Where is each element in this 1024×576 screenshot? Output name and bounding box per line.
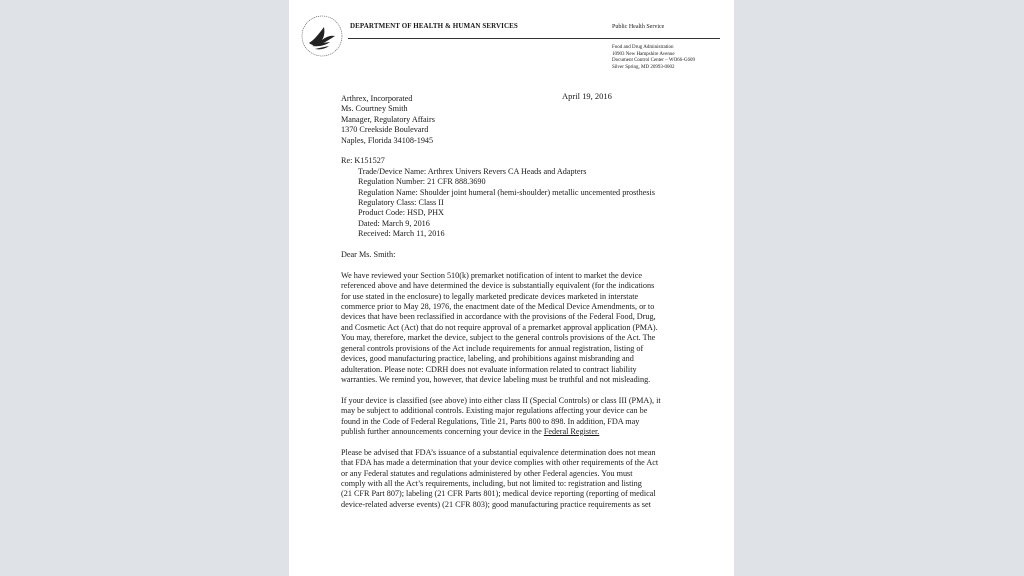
paragraph-line: for use stated in the enclosure) to legally marketed predicate devices marketed in interstate <box>341 291 639 301</box>
paragraph-line: warranties. We remind you, however, that device labeling must be truthful and not misleading. <box>341 374 651 384</box>
paragraph-line: comply with all the Act’s requirements, including, but not limited to: registration and listing <box>341 478 642 488</box>
letterhead-divider <box>348 38 720 39</box>
paragraph-line: or any Federal statutes and regulations administered by other Federal agencies. You must <box>341 468 633 478</box>
service-name: Public Health Service <box>612 24 665 30</box>
paragraph-line <box>341 427 691 437</box>
letter-page <box>289 0 734 576</box>
address-line: 10903 New Hampshire Avenue <box>612 51 675 57</box>
hhs-seal-logo <box>300 13 344 59</box>
paragraph-line: You may, therefore, market the device, subject to the general controls provisions of the Act. The <box>341 333 656 343</box>
paragraph-line: devices, good manufacturing practice, labeling, and prohibitions against misbranding and <box>341 354 634 364</box>
paragraph-line: found in the Code of Federal Regulations, Title 21, Parts 800 to 898. In addition, FDA may <box>341 416 640 426</box>
reference-line: Trade/Device Name: Arthrex Univers Revers CA Heads and Adapters <box>358 166 587 176</box>
paragraph-line: commerce prior to May 28, 1976, the enactment date of the Medical Device Amendments, or to <box>341 302 655 312</box>
address-line: Food and Drug Administration <box>612 45 674 50</box>
federal-register-link[interactable]: Federal Register. <box>543 426 600 436</box>
paragraph-line: referenced above and have determined the device is substantially equivalent (for the indications <box>341 281 655 291</box>
recipient-line: 1370 Creekside Boulevard <box>341 125 429 135</box>
paragraph-line: Please be advised that FDA’s issuance of a substantial equivalence determination does not mean <box>341 447 656 457</box>
paragraph-line: devices that have been reclassified in accordance with the provisions of the Federal Food, Drug, <box>341 312 656 322</box>
paragraph-line: may be subject to additional controls. Existing major regulations affecting your device can be <box>341 406 648 416</box>
letter-date: April 19, 2016 <box>562 91 612 101</box>
address-line: Document Control Center – WO66-G609 <box>612 58 695 63</box>
recipient-line: Manager, Regulatory Affairs <box>341 114 435 124</box>
reference-line: Regulation Number: 21 CFR 888.3690 <box>358 177 486 187</box>
paragraph-line-text: publish further announcements concerning your device in the <box>341 426 544 436</box>
address-line: Silver Spring, MD 20993-0002 <box>612 64 675 70</box>
paragraph-3 <box>341 448 691 510</box>
paragraph-line: device-related adverse events) (21 CFR 803); good manufacturing practice requirements as set <box>341 499 651 509</box>
paragraph-line: We have reviewed your Section 510(k) premarket notification of intent to market the device <box>341 270 643 280</box>
agency-address <box>612 45 695 71</box>
recipient-line: Arthrex, Incorporated <box>341 94 413 103</box>
paragraph-line: that FDA has made a determination that your device complies with other requirements of the Act <box>341 458 659 468</box>
reference-line: Dated: March 9, 2016 <box>358 218 430 228</box>
department-heading: DEPARTMENT OF HEALTH & HUMAN SERVICES <box>350 22 518 30</box>
paragraph-line: adulteration. Please note: CDRH does not evaluate information related to contract liability <box>341 364 637 374</box>
letter-body <box>341 94 691 510</box>
reference-line: Product Code: HSD, PHX <box>358 208 444 218</box>
recipient-line: Naples, Florida 34108-1945 <box>341 135 434 145</box>
paragraph-line: general controls provisions of the Act include requirements for annual registration, listing of <box>341 343 644 353</box>
salutation: Dear Ms. Smith: <box>341 250 396 260</box>
paragraph-line: (21 CFR Part 807); labeling (21 CFR Parts 801); medical device reporting (reporting of medical <box>341 489 656 499</box>
reference-number: Re: K151527 <box>341 156 385 166</box>
paragraph-2 <box>341 396 691 438</box>
paragraph-line: and Cosmetic Act (Act) that do not require approval of a premarket approval application (PMA). <box>341 322 658 332</box>
reference-line: Received: March 11, 2016 <box>358 229 445 239</box>
paragraph-line: If your device is classified (see above) into either class II (Special Controls) or class III (PMA), it <box>341 395 661 405</box>
reference-line: Regulation Name: Shoulder joint humeral (hemi-shoulder) metallic uncemented prosthesis <box>358 187 655 197</box>
paragraph-1 <box>341 271 691 385</box>
recipient-line: Ms. Courtney Smith <box>341 104 408 114</box>
reference-block <box>341 156 691 239</box>
recipient-block <box>341 94 691 146</box>
reference-line: Regulatory Class: Class II <box>358 198 444 208</box>
